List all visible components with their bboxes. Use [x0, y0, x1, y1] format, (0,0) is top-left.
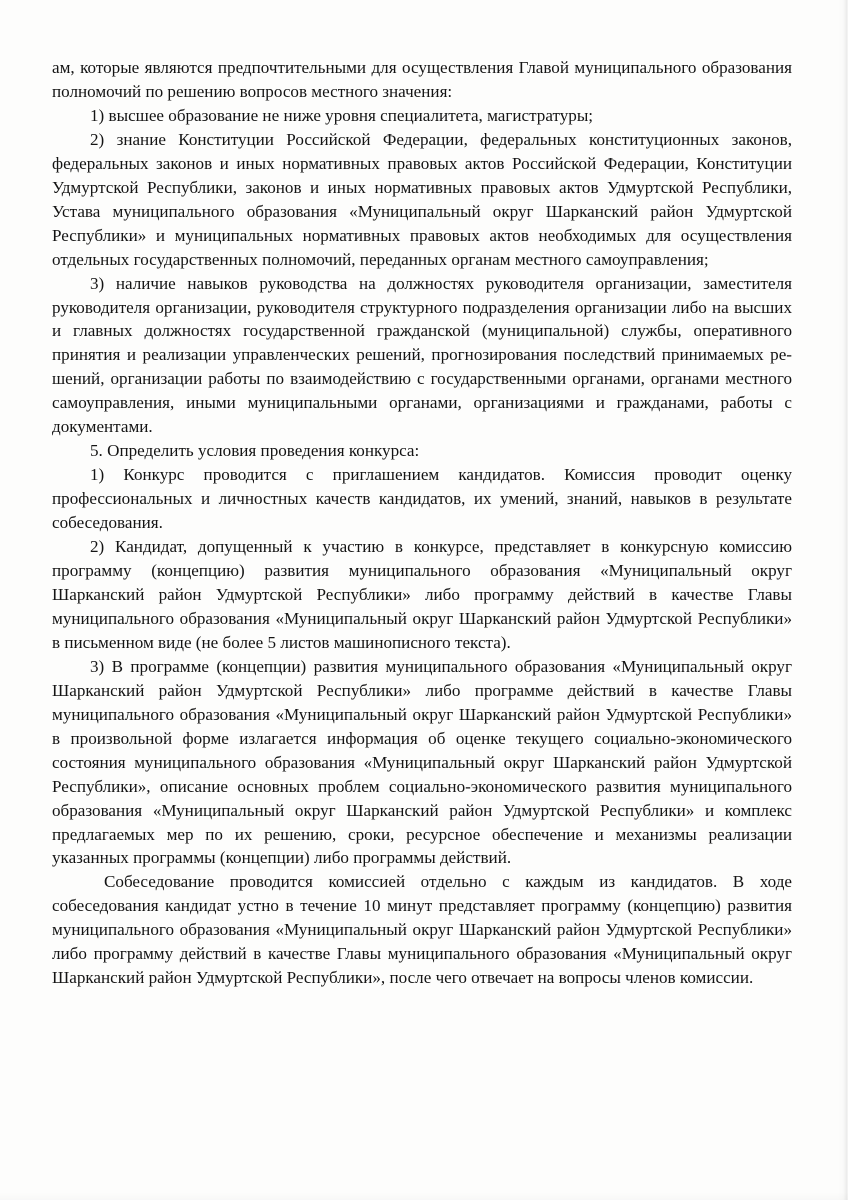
scan-edge-right	[838, 0, 848, 1200]
paragraph-interview: Собеседование проводится комиссией отдельно с каждым из кандидатов. В ходе собеседования кандидат устно в течение 10 минут представляет программу (концепцию) развития муниципального образования «Муниципальный округ Шарканский район Удмуртской Республики» либо программу действий в качестве Главы муниципального образования «Муниципальный округ Шарканский район Удмуртской Республики», после чего отвечает на вопросы членов комиссии.	[52, 872, 792, 988]
paragraph-requirement-1: 1) высшее образование не ниже уровня специалитета, магистратуры;	[90, 105, 594, 125]
scan-edge-bottom	[0, 1192, 848, 1200]
paragraph-requirement-2: 2) знание Конституции Российской Федерации, федеральных конституционных законов, федеральных законов и иных нормативных правовых актов Российской Федерации, Конституции Удмуртской Республики, законов и иных нормативных правовых актов Удмуртской Республики, Устава муниципального образования «Муниципальный округ Шарканский район Удмуртской Республики» и муниципальных нормативных правовых актов необходимых для осуществления отдельных государственных полномочий, переданных органам местного самоуправления;	[52, 129, 792, 269]
paragraph-continuation: ам, которые являются предпочтительными для осуществления Главой муниципального образования полномочий по решению вопросов местного значения:	[52, 58, 792, 101]
paragraph-clause-5: 5. Определить условия проведения конкурса:	[90, 441, 420, 461]
document-text-body	[52, 56, 792, 990]
paragraph-condition-1: 1) Конкурс проводится с приглашением кандидатов. Комиссия проводит оценку профессиональных и личностных качеств кандидатов, их умений, знаний, навыков в результате собеседования.	[52, 465, 792, 533]
paragraph-requirement-3: 3) наличие навыков руководства на должностях руководителя организации, заместителя руководителя организации, руководителя структурного подразделения организации либо на высших и главных должностях государственной гражданской (муниципальной) службы, оперативного принятия и реализации управленческих решений, прогнозирования последствий принимаемых решений, организации работы по взаимодействию с государственными органами, органами местного самоуправления, иными муниципальными органами, организациями и гражданами, работы с документами.	[52, 273, 792, 437]
paragraph-condition-2: 2) Кандидат, допущенный к участию в конкурсе, представляет в конкурсную комиссию программу (концепцию) развития муниципального образования «Муниципальный округ Шарканский район Удмуртской Республики» либо программу действий в качестве Главы муниципального образования «Муниципальный округ Шарканский район Удмуртской Республики» в письменном виде (не более 5 листов машинописного текста).	[52, 537, 792, 652]
paragraph-condition-3: 3) В программе (концепции) развития муниципального образования «Муниципальный округ Шарканский район Удмуртской Республики» либо программе действий в качестве Главы муниципального образования «Муниципальный округ Шарканский район Удмуртской Республики» в произвольной форме излагается информация об оценке текущего социально-экономического состояния муниципального образования «Муниципальный округ Шарканский район Удмуртской Республики», описание основных проблем социально-экономического развития муниципального образования «Муниципальный округ Шарканский район Удмуртской Республики» и комплекс предлагаемых мер по их решению, сроки, ресурсное обеспечение и механизмы реализации указанных программы (концепции) либо программы действий.	[52, 656, 792, 868]
